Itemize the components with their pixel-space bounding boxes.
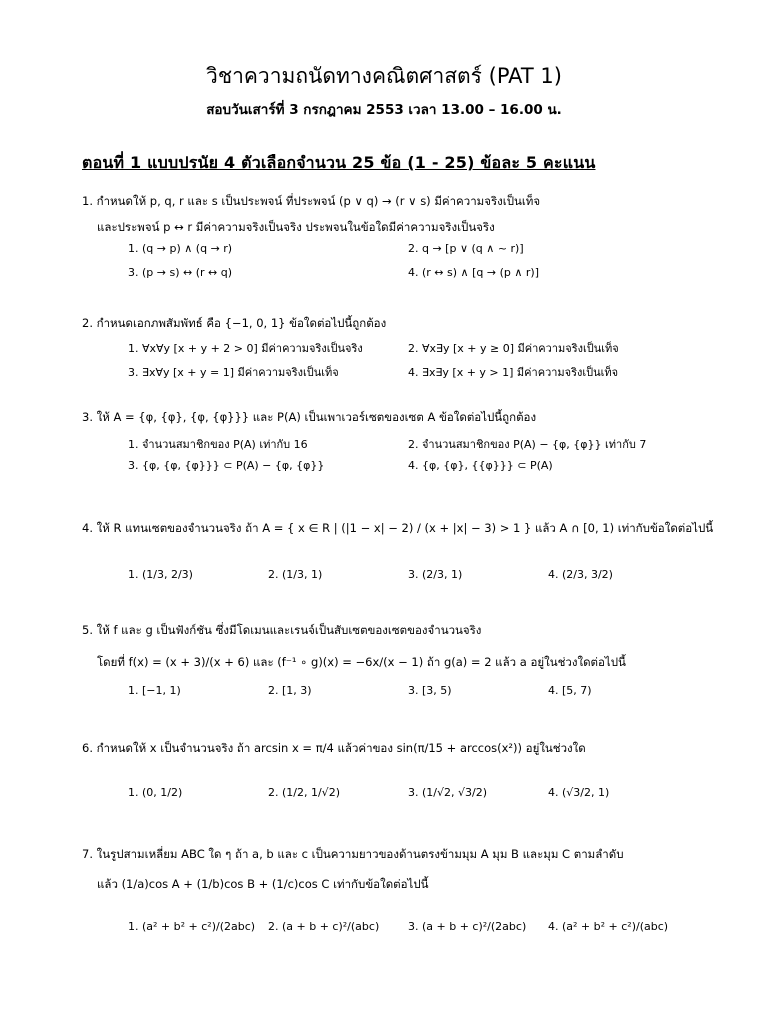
- question-5-line-2: โดยที่ f(x) = (x + 3)/(x + 6) และ (f⁻¹ ∘ g)(x) = −6x/(x − 1) ถ้า g(a) = 2 แล้ว a อยู่ในช่วงใดต่อไปนี้: [97, 655, 626, 669]
- question-3-option-1: 1. จำนวนสมาชิกของ P(A) เท่ากับ 16: [128, 438, 308, 451]
- question-5-line-1: 5. ให้ f และ g เป็นฟังก์ชัน ซึ่งมีโดเมนและเรนจ์เป็นสับเซตของเซตของจำนวนจริง: [82, 623, 482, 637]
- question-4-option-1: 1. (1/3, 2/3): [128, 568, 193, 581]
- page-title: วิชาความถนัดทางคณิตศาสตร์ (PAT 1): [206, 64, 562, 88]
- question-6-option-4: 4. (√3/2, 1): [548, 786, 610, 799]
- exam-date-subtitle: สอบวันเสาร์ที่ 3 กรกฎาคม 2553 เวลา 13.00 – 16.00 น.: [206, 102, 562, 118]
- question-7-option-2: 2. (a + b + c)²/(abc): [268, 920, 380, 933]
- question-5-option-2: 2. [1, 3): [268, 684, 312, 697]
- section-heading: ตอนที่ 1 แบบปรนัย 4 ตัวเลือกจำนวน 25 ข้อ (1 - 25) ข้อละ 5 คะแนน: [82, 153, 596, 172]
- question-6-option-2: 2. (1/2, 1/√2): [268, 786, 340, 799]
- question-1-line-1: 1. กำหนดให้ p, q, r และ s เป็นประพจน์ ที่ประพจน์ (p ∨ q) → (r ∨ s) มีค่าความจริงเป็นเท็จ: [82, 194, 541, 208]
- question-2-option-2: 2. ∀x∃y [x + y ≥ 0] มีค่าความจริงเป็นเท็จ: [408, 342, 619, 355]
- question-2-option-1: 1. ∀x∀y [x + y + 2 > 0] มีค่าความจริงเป็นจริง: [128, 342, 363, 355]
- question-3-option-3: 3. {φ, {φ, {φ}}} ⊂ P(A) − {φ, {φ}}: [128, 459, 325, 472]
- question-5-option-1: 1. [−1, 1): [128, 684, 181, 697]
- question-3-option-4: 4. {φ, {φ}, {{φ}}} ⊂ P(A): [408, 459, 553, 472]
- question-4-option-3: 3. (2/3, 1): [408, 568, 463, 581]
- question-6-option-1: 1. (0, 1/2): [128, 786, 183, 799]
- question-7-option-4: 4. (a² + b² + c²)/(abc): [548, 920, 669, 933]
- question-7-option-3: 3. (a + b + c)²/(2abc): [408, 920, 527, 933]
- question-2-line-1: 2. กำหนดเอกภพสัมพัทธ์ คือ {−1, 0, 1} ข้อใดต่อไปนี้ถูกต้อง: [82, 316, 387, 330]
- question-1-line-2: และประพจน์ p ↔ r มีค่าความจริงเป็นจริง ประพจนในข้อใดมีค่าความจริงเป็นจริง: [97, 220, 495, 234]
- question-3-line-1: 3. ให้ A = {φ, {φ}, {φ, {φ}}} และ P(A) เป็นเพาเวอร์เซตของเซต A ข้อใดต่อไปนี้ถูกต้อง: [82, 410, 537, 424]
- question-1-option-1: 1. (q → p) ∧ (q → r): [128, 242, 233, 255]
- question-4-line-1: 4. ให้ R แทนเซตของจำนวนจริง ถ้า A = { x ∈ R | (|1 − x| − 2) / (x + |x| − 3) > 1 } แล้ว A ∩ [0, 1) เท่ากับข้อใดต่อไปนี้: [82, 521, 714, 535]
- question-5-option-3: 3. [3, 5): [408, 684, 452, 697]
- question-6-line-1: 6. กำหนดให้ x เป็นจำนวนจริง ถ้า arcsin x = π/4 แล้วค่าของ sin(π/15 + arccos(x²)) อยู่ในช่วงใด: [82, 741, 586, 755]
- question-7-option-1: 1. (a² + b² + c²)/(2abc): [128, 920, 256, 933]
- question-4-option-4: 4. (2/3, 3/2): [548, 568, 613, 581]
- question-3-option-2: 2. จำนวนสมาชิกของ P(A) − {φ, {φ}} เท่ากับ 7: [408, 438, 647, 451]
- question-4-option-2: 2. (1/3, 1): [268, 568, 323, 581]
- question-2-option-3: 3. ∃x∀y [x + y = 1] มีค่าความจริงเป็นเท็จ: [128, 366, 339, 379]
- question-7-line-2: แล้ว (1/a)cos A + (1/b)cos B + (1/c)cos C เท่ากับข้อใดต่อไปนี้: [97, 877, 429, 891]
- question-1-option-4: 4. (r ↔ s) ∧ [q → (p ∧ r)]: [408, 266, 539, 279]
- question-1-option-2: 2. q → [p ∨ (q ∧ ~ r)]: [408, 242, 524, 255]
- question-1-option-3: 3. (p → s) ↔ (r ↔ q): [128, 266, 233, 279]
- question-7-line-1: 7. ในรูปสามเหลี่ยม ABC ใด ๆ ถ้า a, b และ c เป็นความยาวของด้านตรงข้ามมุม A มุม B และมุม C ตามลำดับ: [82, 847, 624, 861]
- question-5-option-4: 4. [5, 7): [548, 684, 592, 697]
- question-2-option-4: 4. ∃x∃y [x + y > 1] มีค่าความจริงเป็นเท็จ: [408, 366, 619, 379]
- question-6-option-3: 3. (1/√2, √3/2): [408, 786, 487, 799]
